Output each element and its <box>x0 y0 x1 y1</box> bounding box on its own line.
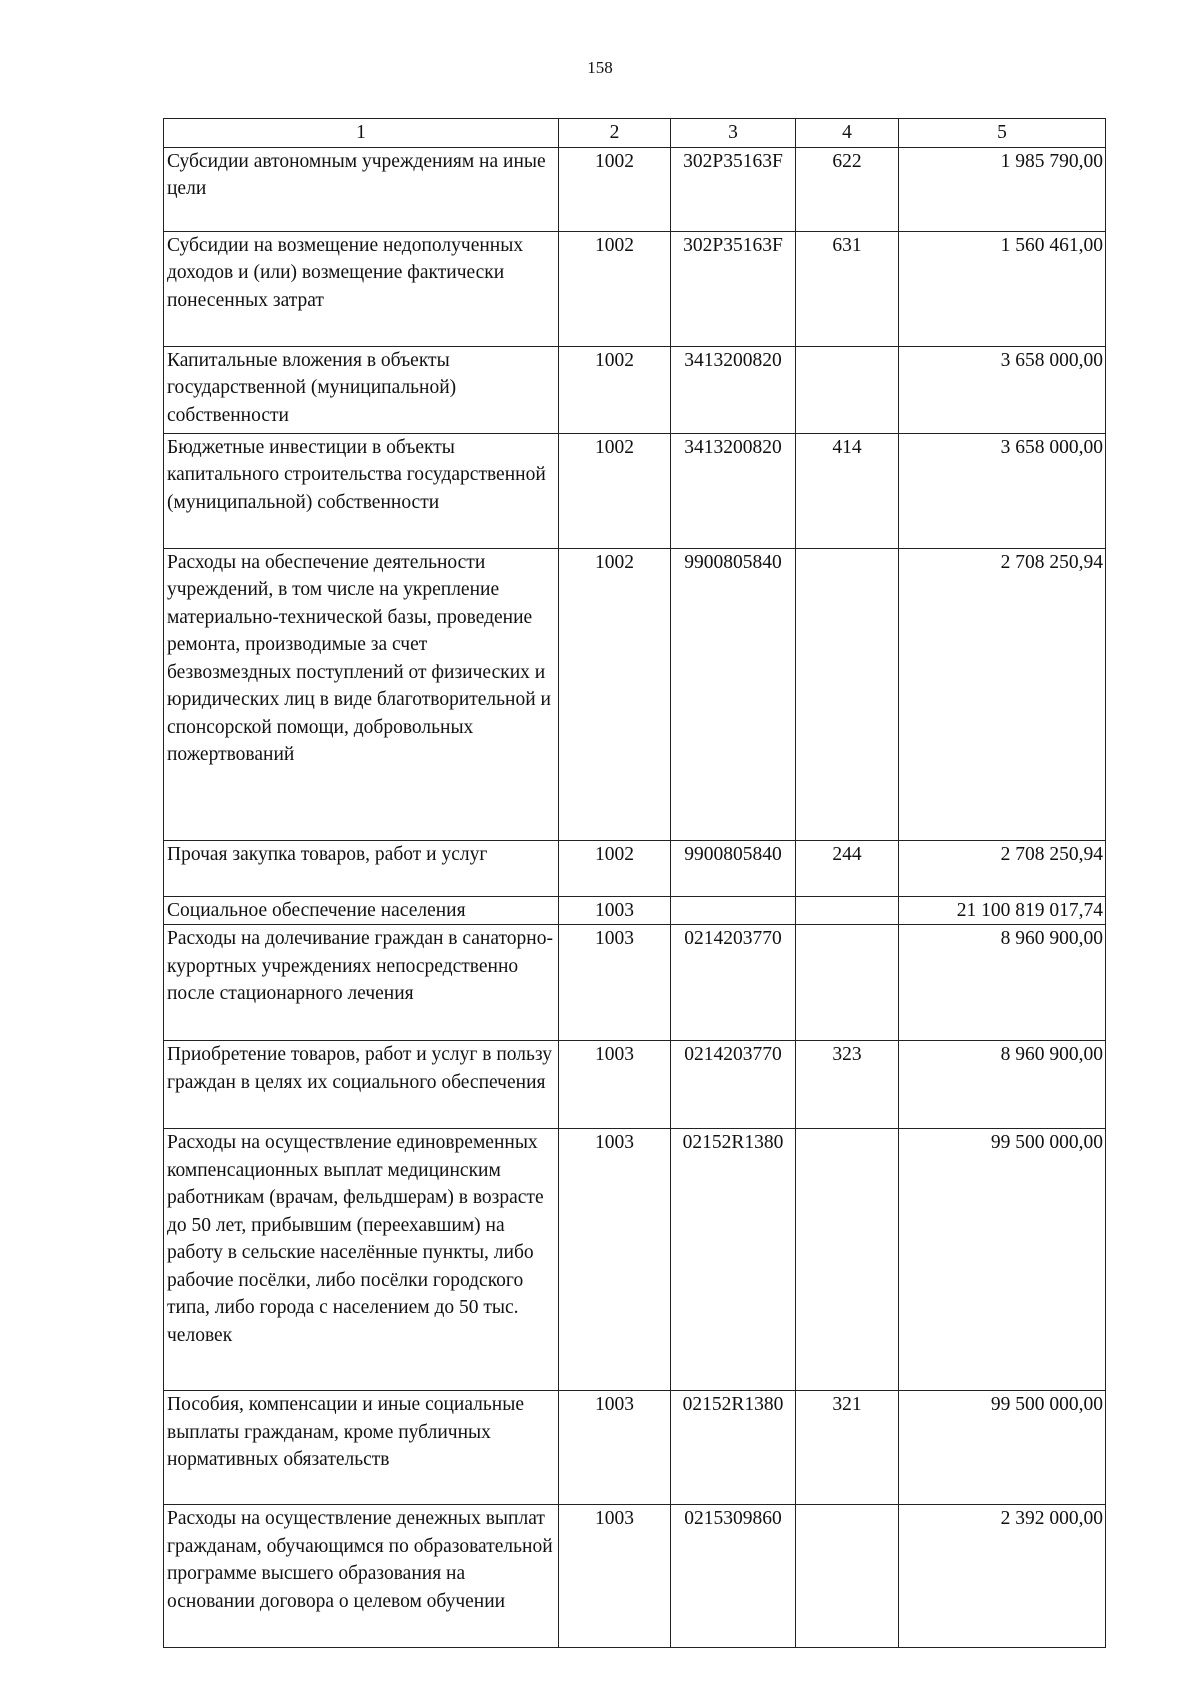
row-section: 1003 <box>559 1391 671 1505</box>
row-amount: 8 960 900,00 <box>899 925 1106 1041</box>
table-row <box>164 1505 1106 1648</box>
row-target: 9900805840 <box>671 840 796 896</box>
row-target: 0214203770 <box>671 925 796 1041</box>
row-target <box>671 896 796 925</box>
column-header: 3 <box>671 119 796 148</box>
page-number: 158 <box>587 58 613 77</box>
row-amount: 1 985 790,00 <box>899 147 1106 231</box>
row-section: 1002 <box>559 231 671 346</box>
row-expense-type <box>796 1505 899 1648</box>
row-target: 02152R1380 <box>671 1391 796 1505</box>
row-name: Приобретение товаров, работ и услуг в пользу граждан в целях их социального обеспечения <box>164 1041 559 1129</box>
row-name: Субсидии автономным учреждениям на иные цели <box>164 147 559 231</box>
row-section: 1002 <box>559 433 671 548</box>
row-target: 02152R1380 <box>671 1129 796 1391</box>
row-name: Социальное обеспечение населения <box>164 896 559 925</box>
table-row <box>164 896 1106 925</box>
table-row <box>164 147 1106 231</box>
row-name: Бюджетные инвестиции в объекты капитального строительства государственной (муниципальной) собственности <box>164 433 559 548</box>
table-row <box>164 840 1106 896</box>
row-section: 1002 <box>559 147 671 231</box>
row-section: 1003 <box>559 1505 671 1648</box>
row-target: 0214203770 <box>671 1041 796 1129</box>
row-amount: 99 500 000,00 <box>899 1391 1106 1505</box>
budget-table <box>163 118 1106 1648</box>
row-target: 302P35163F <box>671 231 796 346</box>
column-header: 2 <box>559 119 671 148</box>
row-expense-type: 323 <box>796 1041 899 1129</box>
row-amount: 2 708 250,94 <box>899 840 1106 896</box>
table-row <box>164 1129 1106 1391</box>
row-amount: 3 658 000,00 <box>899 346 1106 433</box>
row-name: Расходы на осуществление денежных выплат гражданам, обучающимся по образовательной программе высшего образования на основании договора о целевом обучении <box>164 1505 559 1648</box>
row-name: Капитальные вложения в объекты государственной (муниципальной) собственности <box>164 346 559 433</box>
row-amount: 21 100 819 017,74 <box>899 896 1106 925</box>
row-name: Пособия, компенсации и иные социальные выплаты гражданам, кроме публичных нормативных обязательств <box>164 1391 559 1505</box>
row-amount: 2 708 250,94 <box>899 548 1106 840</box>
row-section: 1002 <box>559 840 671 896</box>
row-section: 1003 <box>559 1041 671 1129</box>
table-row <box>164 433 1106 548</box>
row-amount: 99 500 000,00 <box>899 1129 1106 1391</box>
row-amount: 2 392 000,00 <box>899 1505 1106 1648</box>
row-expense-type <box>796 925 899 1041</box>
row-section: 1002 <box>559 346 671 433</box>
row-target: 0215309860 <box>671 1505 796 1648</box>
row-expense-type <box>796 1129 899 1391</box>
row-expense-type <box>796 896 899 925</box>
column-header: 1 <box>164 119 559 148</box>
row-expense-type: 321 <box>796 1391 899 1505</box>
row-amount: 1 560 461,00 <box>899 231 1106 346</box>
table-header-row <box>164 119 1106 148</box>
row-section: 1003 <box>559 1129 671 1391</box>
row-target: 3413200820 <box>671 433 796 548</box>
row-expense-type <box>796 346 899 433</box>
row-target: 3413200820 <box>671 346 796 433</box>
column-header: 4 <box>796 119 899 148</box>
row-expense-type: 631 <box>796 231 899 346</box>
row-expense-type: 414 <box>796 433 899 548</box>
row-target: 9900805840 <box>671 548 796 840</box>
row-name: Расходы на осуществление единовременных компенсационных выплат медицинским работникам (врачам, фельдшерам) в возрасте до 50 лет, прибывшим (переехавшим) на работу в сельские населённые пункты, либо рабочие посёлки, либо посёлки городского типа, либо города с населением до 50 тыс. человек <box>164 1129 559 1391</box>
row-amount: 8 960 900,00 <box>899 1041 1106 1129</box>
table-row <box>164 925 1106 1041</box>
table-row <box>164 346 1106 433</box>
row-section: 1003 <box>559 925 671 1041</box>
table-row <box>164 1041 1106 1129</box>
row-section: 1003 <box>559 896 671 925</box>
table-row <box>164 548 1106 840</box>
row-expense-type: 622 <box>796 147 899 231</box>
table-row <box>164 1391 1106 1505</box>
row-name: Расходы на долечивание граждан в санаторно-курортных учреждениях непосредственно после стационарного лечения <box>164 925 559 1041</box>
row-target: 302P35163F <box>671 147 796 231</box>
row-name: Прочая закупка товаров, работ и услуг <box>164 840 559 896</box>
column-header: 5 <box>899 119 1106 148</box>
row-name: Расходы на обеспечение деятельности учреждений, в том числе на укрепление материально-технической базы, проведение ремонта, производимые за счет безвозмездных поступлений от физических и юридических лиц в виде благотворительной и спонсорской помощи, добровольных пожертвований <box>164 548 559 840</box>
row-expense-type: 244 <box>796 840 899 896</box>
row-section: 1002 <box>559 548 671 840</box>
row-expense-type <box>796 548 899 840</box>
table-row <box>164 231 1106 346</box>
row-amount: 3 658 000,00 <box>899 433 1106 548</box>
row-name: Субсидии на возмещение недополученных доходов и (или) возмещение фактически понесенных затрат <box>164 231 559 346</box>
